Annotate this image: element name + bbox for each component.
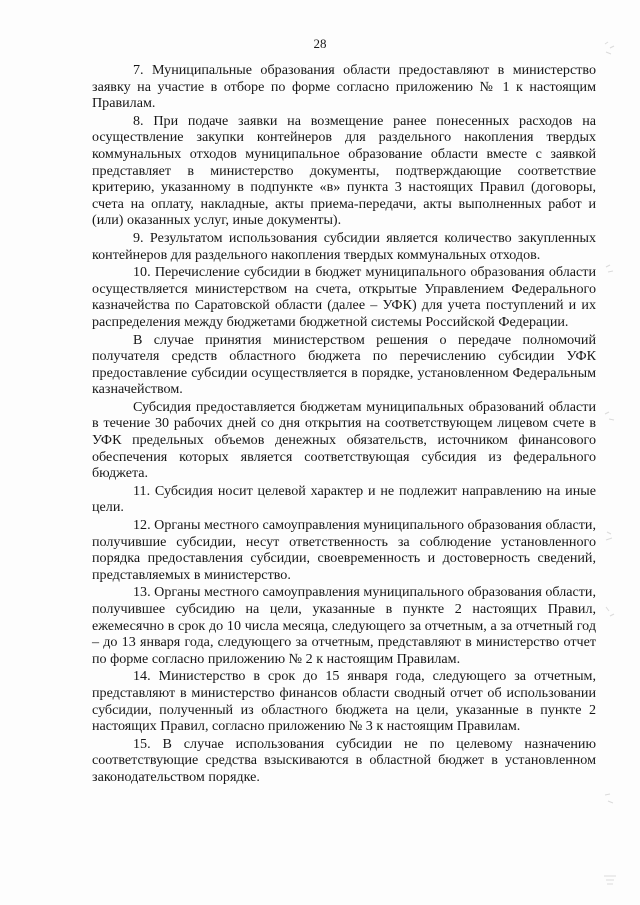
scan-artifact bbox=[602, 40, 618, 58]
paragraph-13: 13. Органы местного самоуправления муниципального образования области, получившее субсидию на цели, указанные в пункте 2 настоящих Правил, ежемесячно в срок до 10 числа месяца, следующего за отчетным, а за отчетный год – до 13 января года, следующего за отчетным, представляют в министерство отчет по форме согласно приложению № 2 к настоящим Правилам. bbox=[92, 584, 596, 667]
paragraph-10: 10. Перечисление субсидии в бюджет муниципального образования области осуществляется министерством на счета, открытые Управлением Федерального казначейства по Саратовской области (далее – УФК) для учета поступлений и их распределения между бюджетами бюджетной системы Российской Федерации. bbox=[92, 264, 596, 330]
paragraph-10-part-2: В случае принятия министерством решения о передаче полномочий получателя средств областного бюджета по перечислению субсидии УФК предоставление субсидии осуществляется в порядке, установленном Федеральным казначейством. bbox=[92, 331, 596, 398]
paragraph-15: 15. В случае использования субсидии не по целевому назначению соответствующие средства взыскиваются в областной бюджет в установленном законодательством порядке. bbox=[92, 735, 596, 785]
scan-artifact bbox=[602, 262, 618, 280]
paragraph-10-part-3: Субсидия предоставляется бюджетам муниципальных образований области в течение 30 рабочих дней со дня открытия на соответствующем лицевом счете в УФК предельных объемов денежных обязательств, источником финансового обеспечения которых является соответствующая субсидия из федерального бюджета. bbox=[92, 398, 596, 482]
paragraph-7: 7. Муниципальные образования области предоставляют в министерство заявку на участие в отборе по форме согласно приложению № 1 к настоящим Правилам. bbox=[92, 62, 596, 112]
paragraph-8: 8. При подаче заявки на возмещение ранее понесенных расходов на осуществление закупки контейнеров для раздельного накопления твердых коммунальных отходов муниципальное образование области вместе с заявкой представляет в министерство документы, подтверждающие соответствие критерию, указанному в подпункте «в» пункта 3 настоящих Правил (договоры, счета на оплату, накладные, акты приема-передачи, акты выполненных работ и (или) оказанных услуг, иные документы). bbox=[92, 112, 596, 229]
scan-artifact bbox=[602, 408, 618, 426]
paragraph-12: 12. Органы местного самоуправления муниципального образования области, получившие субсидии, несут ответственность за соблюдение установленного порядка предоставления субсидии, своевременность и достоверность сведений, представляемых в министерство. bbox=[92, 517, 596, 583]
paragraph-11: 11. Субсидия носит целевой характер и не подлежит направлению на иные цели. bbox=[92, 482, 596, 516]
scan-artifact bbox=[602, 604, 618, 622]
scan-artifact bbox=[602, 528, 618, 546]
scan-artifact bbox=[602, 870, 618, 888]
page-number: 28 bbox=[313, 36, 327, 51]
document-body bbox=[92, 62, 596, 787]
paragraph-9: 9. Результатом использования субсидии является количество закупленных контейнеров для раздельного накопления твердых коммунальных отходов. bbox=[92, 229, 596, 263]
scan-artifact bbox=[602, 790, 618, 808]
paragraph-14: 14. Министерство в срок до 15 января года, следующего за отчетным, представляют в министерство финансов области сводный отчет об использовании субсидии, полученный из областного бюджета на цели, указанные в пункте 2 настоящих Правил, согласно приложению № 3 к настоящим Правилам. bbox=[92, 668, 596, 735]
